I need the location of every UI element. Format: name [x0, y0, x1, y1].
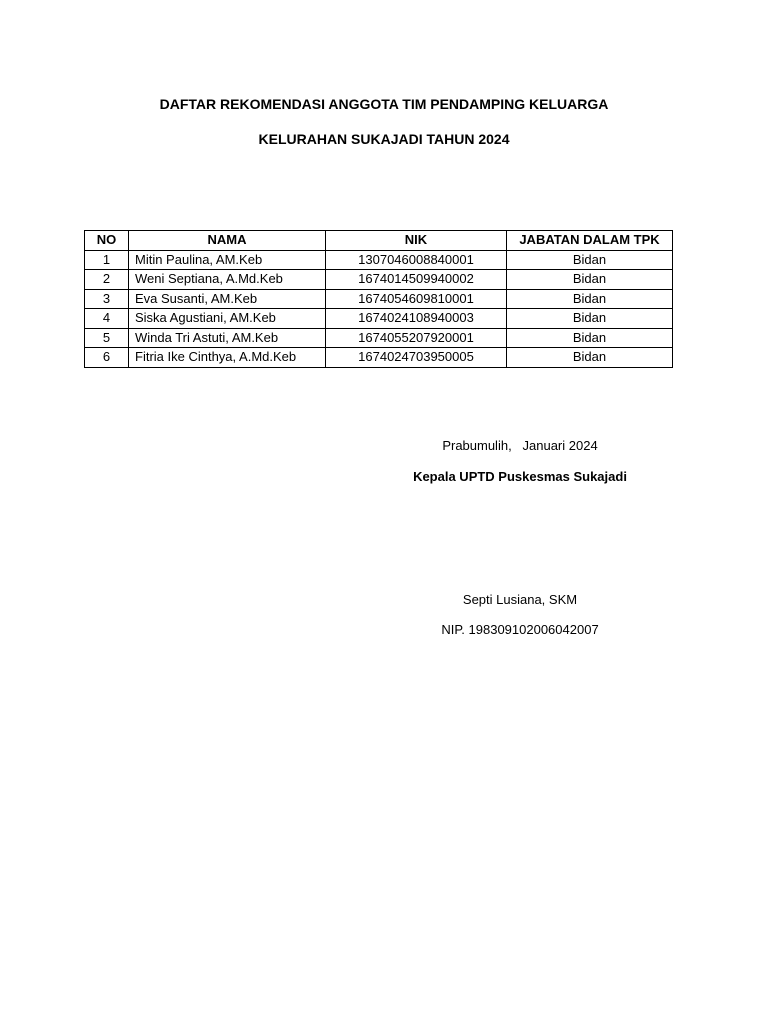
cell-jabatan: Bidan [507, 250, 673, 270]
cell-nama: Eva Susanti, AM.Keb [129, 289, 326, 309]
cell-jabatan: Bidan [507, 328, 673, 348]
signature-name: Septi Lusiana, SKM [462, 592, 578, 607]
cell-jabatan: Bidan [507, 348, 673, 368]
cell-no: 4 [85, 309, 129, 329]
cell-nik: 1674055207920001 [326, 328, 507, 348]
table-row [85, 328, 673, 348]
cell-no: 3 [85, 289, 129, 309]
header-nik: NIK [326, 231, 507, 251]
cell-no: 1 [85, 250, 129, 270]
cell-nik: 1307046008840001 [326, 250, 507, 270]
signature-role: Kepala UPTD Puskesmas Sukajadi [413, 469, 627, 484]
cell-jabatan: Bidan [507, 289, 673, 309]
cell-nik: 1674054609810001 [326, 289, 507, 309]
cell-nama: Mitin Paulina, AM.Keb [129, 250, 326, 270]
table-row [85, 309, 673, 329]
cell-nik: 1674014509940002 [326, 270, 507, 290]
table-row [85, 250, 673, 270]
cell-no: 5 [85, 328, 129, 348]
recommendation-table [84, 230, 673, 368]
document-subtitle: KELURAHAN SUKAJADI TAHUN 2024 [258, 131, 510, 147]
cell-nama: Winda Tri Astuti, AM.Keb [129, 328, 326, 348]
cell-jabatan: Bidan [507, 309, 673, 329]
signature-nip: NIP. 198309102006042007 [441, 622, 599, 637]
table-row [85, 348, 673, 368]
cell-nik: 1674024108940003 [326, 309, 507, 329]
cell-no: 2 [85, 270, 129, 290]
document-title: DAFTAR REKOMENDASI ANGGOTA TIM PENDAMPING KELUARGA [159, 96, 609, 112]
cell-nama: Siska Agustiani, AM.Keb [129, 309, 326, 329]
table-row [85, 289, 673, 309]
table-row [85, 270, 673, 290]
cell-nik: 1674024703950005 [326, 348, 507, 368]
cell-no: 6 [85, 348, 129, 368]
signature-place-date: Prabumulih, Januari 2024 [442, 438, 598, 453]
cell-nama: Fitria Ike Cinthya, A.Md.Keb [129, 348, 326, 368]
header-nama: NAMA [129, 231, 326, 251]
header-jabatan: JABATAN DALAM TPK [507, 231, 673, 251]
header-no: NO [85, 231, 129, 251]
table-header-row [85, 231, 673, 251]
cell-jabatan: Bidan [507, 270, 673, 290]
cell-nama: Weni Septiana, A.Md.Keb [129, 270, 326, 290]
